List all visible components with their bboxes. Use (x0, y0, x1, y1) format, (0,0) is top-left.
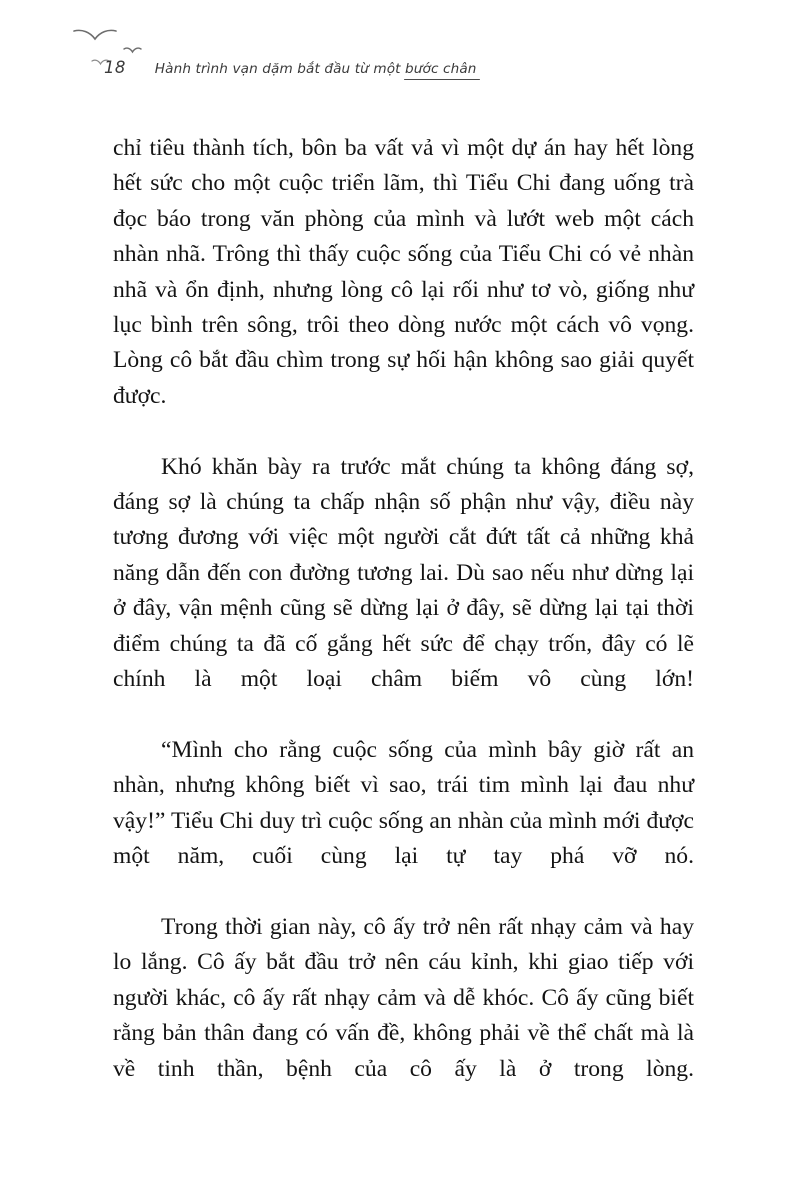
paragraph: Trong thời gian này, cô ấy trở nên rất nhạy cảm và hay lo lắng. Cô ấy bắt đầu trở nên cáu kỉnh, khi giao tiếp với người khác, cô ấy rất nhạy cảm và dễ khóc. Cô ấy cũng biết rằng bản thân đang có vấn đề, không phải về thể chất mà là về tinh thần, bệnh của cô ấy là ở trong lòng. (113, 913, 694, 1082)
paragraph: Khó khăn bày ra trước mắt chúng ta không đáng sợ, đáng sợ là chúng ta chấp nhận số phận như vậy, điều này tương đương với việc một người cắt đứt tất cả những khả năng dẫn đến con đường tương lai. Dù sao nếu như dừng lại ở đây, vận mệnh cũng sẽ dừng lại ở đây, sẽ dừng lại tại thời điểm chúng ta đã cố gắng hết sức để chạy trốn, đây có lẽ chính là một loại châm biếm vô cùng lớn! (113, 453, 694, 693)
header-line (104, 58, 477, 77)
running-header (0, 0, 805, 108)
paragraph: “Mình cho rằng cuộc sống của mình bây giờ rất an nhàn, nhưng không biết vì sao, trái tim mình lại đau như vậy!” Tiểu Chi duy trì cuộc sống an nhàn của mình mới được một năm, cuối cùng lại tự tay phá vỡ nó. (113, 736, 694, 870)
paragraph: chỉ tiêu thành tích, bôn ba vất vả vì một dự án hay hết lòng hết sức cho một cuộc triển lãm, thì Tiểu Chi đang uống trà đọc báo trong văn phòng của mình và lướt web một cách nhàn nhã. Trông thì thấy cuộc sống của Tiểu Chi có vẻ nhàn nhã và ổn định, nhưng lòng cô lại rối như tơ vò, giống như lục bình trên sông, trôi theo dòng nước một cách vô vọng. Lòng cô bắt đầu chìm trong sự hối hận không sao giải quyết được. (113, 135, 694, 409)
body-text-block (113, 131, 694, 1122)
header-title-underlined: bước chân (405, 61, 477, 77)
page-number: 18 (104, 58, 126, 77)
header-title-prefix: Hành trình vạn dặm bắt đầu từ một (154, 61, 406, 77)
header-title (155, 61, 477, 77)
